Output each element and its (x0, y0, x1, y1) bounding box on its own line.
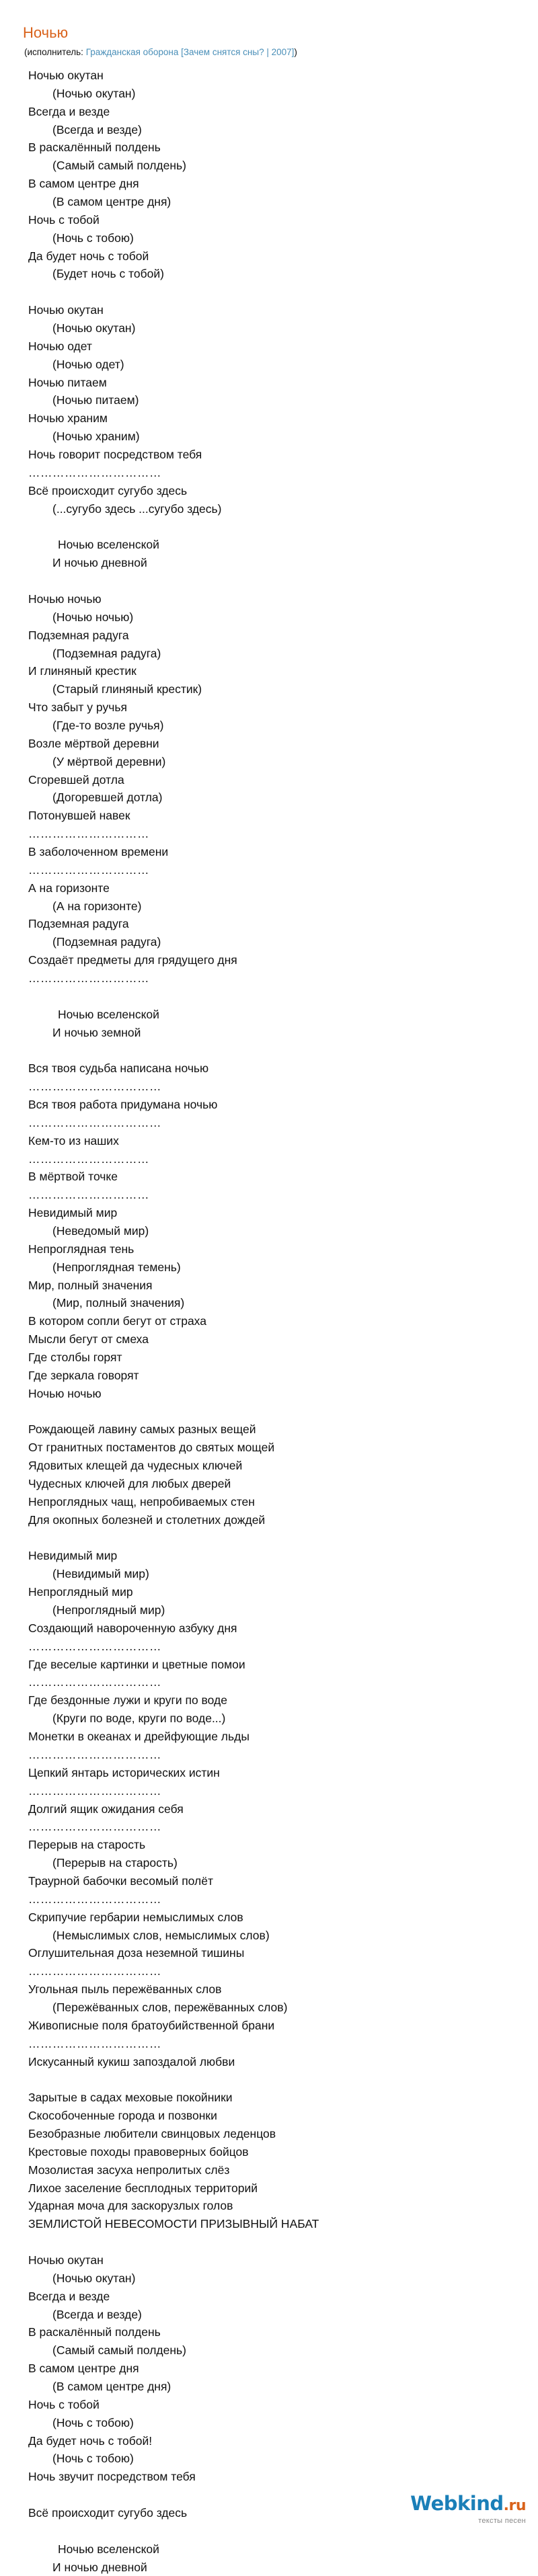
lyric-line: (Ночью ночью) (52, 610, 134, 624)
lyric-line: Ночью ночью (28, 592, 102, 606)
lyric-line: (Где-то возле ручья) (52, 718, 164, 732)
lyric-line: Ночью вселенской (58, 2542, 159, 2556)
lyric-line: Ночь с тобой (28, 2397, 100, 2411)
lyric-line: Рождающей лавину самых разных вещей (28, 1422, 256, 1437)
dots-line: …………………………… (28, 465, 161, 479)
blank-line (28, 572, 499, 590)
lyric-line: Угольная пыль пережёванных слов (28, 1982, 222, 1997)
blank-line (28, 2070, 499, 2089)
lyric-line: (Ночью окутан) (52, 2271, 136, 2285)
dots-line: …………………………… (28, 2036, 161, 2050)
lyric-line: В мёртвой точке (28, 1170, 118, 1184)
lyric-line: (Догоревшей дотла) (52, 791, 163, 805)
lyric-line: Что забыт у ручья (28, 700, 127, 715)
lyric-line: Ночью окутан (28, 69, 104, 82)
lyric-line: (В самом центре дня) (52, 195, 171, 209)
lyric-line: (Немыслимых слов, немыслимых слов) (52, 1928, 270, 1942)
lyric-line: Потонувшей навек (28, 809, 130, 823)
lyric-line: Ударная моча для заскорузлых голов (28, 2199, 233, 2213)
lyric-line: Да будет ночь с тобой (28, 249, 149, 263)
lyric-line: (Пережёванных слов, пережёванных слов) (52, 2000, 288, 2014)
lyric-line: (Перерыв на старость) (52, 1856, 178, 1870)
lyric-line: Ядовитых клещей да чудесных ключей (28, 1459, 243, 1473)
lyric-line: (Невидимый мир) (52, 1567, 149, 1581)
song-title: Ночью (23, 24, 69, 41)
dots-line: ………………………… (28, 1188, 149, 1202)
lyric-line: Живописные поля братоубийственной брани (28, 2018, 275, 2032)
brand-logo-main: Webkind (410, 2492, 504, 2515)
lyric-line: И ночью земной (52, 1025, 141, 1039)
dots-line: ………………………… (28, 862, 149, 877)
brand-tagline: тексты песен (478, 2517, 526, 2525)
lyric-line: В самом центре дня (28, 177, 139, 191)
brand-logo-tld: .ru (503, 2497, 526, 2514)
lyric-line: И ночью дневной (52, 556, 147, 570)
lyric-line: (Самый самый полдень) (52, 2343, 186, 2358)
lyric-line: Мысли бегут от смеха (28, 1332, 149, 1346)
blank-line (28, 1403, 499, 1421)
lyric-line: (Старый глиняный крестик) (52, 682, 202, 696)
lyric-line: (Неведомый мир) (52, 1224, 149, 1238)
lyric-line: (Мир, полный значения) (52, 1296, 185, 1310)
lyric-line: Скрипучие гербарии немыслимых слов (28, 1910, 243, 1924)
blank-line (28, 518, 499, 536)
lyric-line: Ночью питаем (28, 375, 107, 389)
lyric-line: Вся твоя судьба написана ночью (28, 1061, 209, 1076)
lyric-line: Да будет ночь с тобой! (28, 2433, 153, 2448)
lyric-line: В котором сопли бегут от страха (28, 1314, 206, 1328)
lyric-line: Для окопных болезней и столетних дождей (28, 1513, 266, 1527)
lyric-line: Подземная радуга (28, 628, 129, 642)
lyric-line: Ночью храним (28, 411, 108, 426)
dots-line: …………………………… (28, 1639, 161, 1653)
lyric-line: Всё происходит сугубо здесь (28, 483, 188, 497)
lyric-line: Где столбы горят (28, 1351, 122, 1365)
lyric-line: (Будет ночь с тобой) (52, 267, 164, 281)
lyric-line: Безобразные любители свинцовых леденцов (28, 2126, 276, 2140)
lyric-line: И ночью дневной (52, 2560, 147, 2574)
lyric-line: (Всегда и везде) (52, 2307, 142, 2321)
lyric-line: Траурной бабочки весомый полёт (28, 1874, 213, 1888)
lyrics-body (28, 67, 499, 2576)
lyric-line: Кем-то из наших (28, 1133, 119, 1148)
lyric-line: Монетки в океанах и дрейфующие льды (28, 1730, 249, 1744)
lyric-line: Создающий навороченную азбуку дня (28, 1621, 237, 1635)
lyric-line: Зарытые в садах меховые покойники (28, 2091, 233, 2105)
lyric-line: (А на горизонте) (52, 899, 142, 913)
lyric-line: И глиняный крестик (28, 664, 137, 678)
lyric-line: Крестовые походы правоверных бойцов (28, 2144, 249, 2159)
dots-line: ………………………… (28, 1152, 149, 1166)
performer-suffix: ) (294, 47, 297, 57)
blank-line (28, 988, 499, 1006)
lyric-line: ЗЕМЛИСТОЙ НЕВЕСОМОСТИ ПРИЗЫВНЫЙ НАБАТ (28, 2217, 319, 2231)
lyric-line: Ночь говорит посредством тебя (28, 448, 202, 462)
lyric-line: Мир, полный значения (28, 1278, 153, 1292)
dots-line: …………………………… (28, 1080, 161, 1094)
lyric-line: Цепкий янтарь исторических истин (28, 1765, 220, 1779)
lyric-line: (Ночью одет) (52, 357, 124, 371)
lyric-line: (Ночь с тобою) (52, 2415, 134, 2429)
lyric-line: (Непроглядный мир) (52, 1603, 165, 1617)
dots-line: …………………………… (28, 1892, 161, 1906)
lyric-line: Возле мёртвой деревни (28, 736, 159, 750)
blank-line (28, 1529, 499, 1547)
lyric-line: Невидимый мир (28, 1206, 118, 1220)
blank-line (28, 283, 499, 301)
lyric-line: (В самом центре дня) (52, 2380, 171, 2393)
lyric-line: Оглушительная доза неземной тишины (28, 1946, 245, 1960)
lyric-line: (...сугубо здесь ...сугубо здесь) (52, 501, 222, 516)
lyric-line: (Ночь с тобою) (52, 2452, 134, 2466)
lyric-line: Где зеркала говорят (28, 1368, 139, 1382)
performer-line (24, 47, 297, 57)
lyric-line: (Самый самый полдень) (52, 159, 186, 173)
lyric-line: От гранитных постаментов до святых мощей (28, 1441, 275, 1455)
lyric-line: Подземная радуга (28, 917, 129, 931)
dots-line: ………………………… (28, 971, 149, 985)
lyric-line: (Ночь с тобою) (52, 231, 134, 245)
dots-line: …………………………… (28, 1675, 161, 1689)
performer-prefix: (исполнитель: (24, 47, 86, 57)
lyric-line: (Подземная радуга) (52, 646, 161, 660)
lyric-line: (Ночью храним) (52, 430, 140, 444)
lyric-line: Мозолистая засуха непролитых слёз (28, 2163, 230, 2177)
lyric-line: Где веселые картинки и цветные помои (28, 1657, 245, 1671)
lyric-line: В раскалённый полдень (28, 140, 161, 155)
lyric-line: Ночью вселенской (58, 538, 159, 552)
lyric-line: Ночью ночью (28, 1386, 102, 1400)
blank-line (28, 1041, 499, 1059)
lyric-line: (У мёртвой деревни) (52, 754, 166, 768)
dots-line: ………………………… (28, 827, 149, 841)
lyric-line: Невидимый мир (28, 1549, 118, 1563)
lyric-line: (Ночью окутан) (52, 321, 136, 335)
lyric-line: (Всегда и везде) (52, 122, 142, 136)
lyric-line: Всегда и везде (28, 104, 110, 118)
lyric-line: Ночью одет (28, 339, 92, 353)
lyric-line: Ночью вселенской (58, 1007, 159, 1021)
lyric-line: Сгоревшей дотла (28, 772, 124, 787)
lyric-line: Непроглядных чащ, непробиваемых стен (28, 1494, 255, 1508)
lyric-line: (Ночью окутан) (52, 86, 136, 100)
lyric-line: Всё происходит сугубо здесь (28, 2506, 188, 2520)
lyric-line: Непроглядная тень (28, 1242, 134, 1256)
lyric-line: (Непроглядная темень) (52, 1260, 181, 1274)
lyric-line: Ночью окутан (28, 2253, 104, 2267)
lyric-line: (Круги по воде, круги по воде...) (52, 1712, 226, 1726)
lyric-line: Где бездонные лужи и круги по воде (28, 1693, 227, 1707)
lyric-line: Перерыв на старость (28, 1838, 146, 1852)
dots-line: …………………………… (28, 1783, 161, 1798)
dots-line: …………………………… (28, 1820, 161, 1834)
lyric-line: В заболоченном времени (28, 844, 169, 858)
lyric-line: Ночью окутан (28, 303, 104, 317)
lyric-line: Лихое заселение бесплодных территорий (28, 2181, 258, 2195)
lyric-line: Ночь звучит посредством тебя (28, 2470, 196, 2484)
dots-line: …………………………… (28, 1964, 161, 1978)
dots-line: …………………………… (28, 1115, 161, 1129)
lyric-line: В раскалённый полдень (28, 2325, 161, 2339)
lyric-line: Всегда и везде (28, 2289, 110, 2303)
lyric-line: (Подземная радуга) (52, 935, 161, 949)
lyric-line: Скособоченные города и позвонки (28, 2109, 217, 2123)
brand-logo-text[interactable] (410, 2493, 526, 2517)
lyric-line: Долгий ящик ожидания себя (28, 1802, 184, 1816)
lyric-line: В самом центре дня (28, 2362, 139, 2376)
lyric-line: А на горизонте (28, 881, 110, 895)
dots-line: …………………………… (28, 1747, 161, 1761)
lyric-line: Ночь с тобой (28, 212, 100, 227)
lyric-line: Искусанный кукиш запоздалой любви (28, 2054, 235, 2068)
webkind-logo[interactable] (410, 2493, 526, 2525)
lyric-line: Непроглядный мир (28, 1585, 133, 1599)
lyric-line: (Ночью питаем) (52, 393, 139, 407)
blank-line (28, 2233, 499, 2251)
performer-link[interactable]: Гражданская оборона [Зачем снятся сны? | 2007] (85, 47, 295, 57)
lyric-line: Создаёт предметы для грядущего дня (28, 953, 237, 967)
lyric-line: Вся твоя работа придумана ночью (28, 1097, 218, 1111)
lyric-line: Чудесных ключей для любых дверей (28, 1477, 231, 1491)
